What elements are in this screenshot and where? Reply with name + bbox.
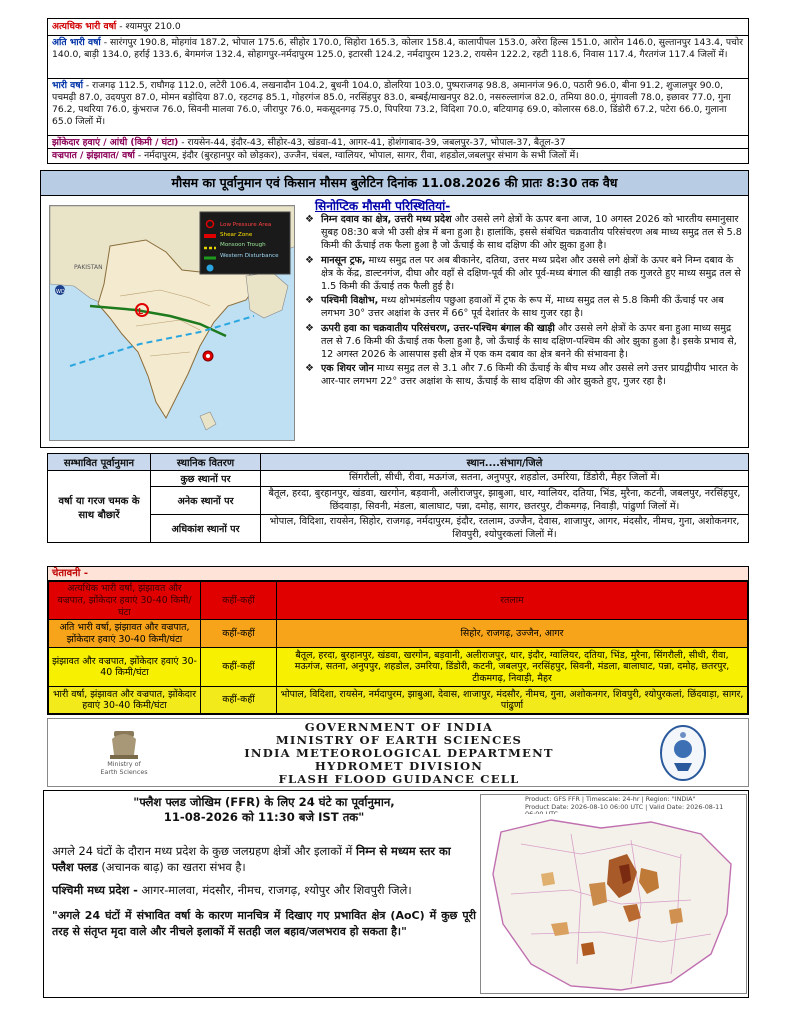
flash-flood-districts: आगर-मालवा, मंदसौर, नीमच, राजगढ़, श्योपुर और शिवपुरी जिले। [137, 883, 412, 897]
synoptic-point-lead: मानसून ट्रफ, [321, 254, 366, 266]
forecast-header: सम्भावित पूर्वानुमान [48, 454, 151, 471]
bulletin-title: मौसम का पूर्वानुमान एवं किसान मौसम बुलेटिन दिनांक 11.08.2026 की प्रातः 8:30 तक वैध [41, 171, 748, 196]
imd-header [47, 718, 749, 787]
synoptic-heading: सिनोप्टिक मौसमी परिस्थितियां- [315, 199, 451, 213]
imd-emblem-icon [658, 723, 708, 783]
warning-distribution: कहीं-कहीं [201, 620, 277, 648]
flash-flood-risk-level: निम्न से मध्यम स्तर का फ्लैश फ्लड [52, 844, 451, 874]
forecast-header: स्थानिक वितरण [151, 454, 261, 471]
warning-places: भोपाल, विदिशा, रायसेन, नर्मदापुरम, झाबुआ, देवास, शाजापुर, मंदसौर, नीमच, गुना, अशोकनगर, शिवपुरी, श्योपुरकलां, छिंदवाड़ा, सागर, पांढुर्णा [277, 687, 748, 714]
flash-flood-map-graphic [481, 814, 747, 994]
forecast-distribution: अधिकांश स्थानों पर [151, 515, 261, 543]
flash-flood-region: पश्चिमी मध्य प्रदेश - [52, 883, 138, 897]
rain-heavy-text: - राजगढ़ 112.5, राघौगढ़ 112.0, लटेरी 106.4, लखनादौन 104.2, बुधनी 104.0, डोलरिया 103.0, पुष्पराजगढ़ 98.8, अमानगंज 96.0, पठारी 96.0, बीना 91.2, शुजालपुर 90.0, पचमढ़ी 87.0, उदयपुरा 87.0, मोमन बड़ोदिया 87.0, रहटगढ़ 85.1, गोहरगंज 85.0, नरसिंहपुर 83.0, बम्बई/माखनपुर 82.0, नसरुल्लागंज 82.0, तमिया 80.0, मुंगावली 78.0, इछावर 77.0, गुना 76.2, पथरिया 76.0, कुंभराज 76.0, सिवनी मालवा 76.0, जीरापुर 76.0, मकसूदनगढ़ 75.0, पिपरिया 73.2, विदिशा 70.0, बटियागढ़ 69.0, कोलारस 68.0, डिंडोरी 67.2, पटेरा 66.0, गुलाना 65.0 जिलों में। [52, 80, 731, 127]
map-meta-line: Product: GFS FFR | Timescale: 24-hr | Region: "INDIA" [525, 795, 696, 803]
warning-type: झंझावत और वज्रपात, झोंकेदार हवाएं 30-40 किमी/घंटा [49, 648, 201, 687]
forecast-row [48, 487, 749, 515]
synoptic-point [299, 322, 745, 362]
forecast-row [48, 515, 749, 543]
warning-row-red [49, 582, 748, 620]
flash-flood-title [52, 795, 476, 825]
rain-heavy-label: भारी वर्षा [52, 80, 83, 91]
gusty-wind-row [48, 136, 748, 149]
svg-text:L: L [138, 307, 144, 316]
rain-extreme-text: - श्यामपुर 210.0 [119, 21, 181, 32]
warning-places: बैतूल, हरदा, बुरहानपुर, खंडवा, खरगोन, बड़वानी, अलीराजपुर, धार, इंदौर, ग्वालियर, दतिया, भिंड, मुरैना, सिंगरौली, सीधी, रीवा, मऊगंज, सतना, अनुपपुर, शहडोल, उमरिया, डिंडोरी, कटनी, जबलपुर, नरसिंहपुर, सिवनी, मंडला, बालाघाट, पन्ना, दमोह, छतरपुर, टीकमगढ़, निवाड़ी, मैहर [277, 648, 748, 687]
moes-logo-text [94, 761, 154, 776]
synoptic-point [299, 362, 745, 388]
warning-row-yellow [49, 687, 748, 714]
warning-type: अत्यधिक भारी वर्षा, झंझावत और वज्रपात, झोंकेदार हवाएं 30-40 किमी/घंटा [49, 582, 201, 620]
warning-type: भारी वर्षा, झंझावत और वज्रपात, झोंकेदार हवाएं 30-40 किमी/घंटा [49, 687, 201, 714]
warning-type: अति भारी वर्षा, झंझावत और वज्रपात, झोंकेदार हवाएं 30-40 किमी/घंटा [49, 620, 201, 648]
synoptic-point [299, 254, 745, 294]
thunder-text: - नर्मदापुरम, इंदौर (बुरहानपुर को छोड़कर), उज्जैन, चंबल, ग्वालियर, भोपाल, सागर, रीवा, शहडोल,जबलपुर संभाग के सभी जिलों में। [137, 150, 579, 161]
warning-distribution: कहीं-कहीं [201, 687, 277, 714]
flash-flood-title-line: 11-08-2026 को 11:30 बजे IST तक" [163, 810, 365, 824]
flash-flood-text [52, 795, 476, 939]
flash-flood-para-1 [52, 843, 476, 875]
warning-places: सिहोर, राजगढ़, उज्जैन, आगर [277, 620, 748, 648]
flash-flood-title-line: "फ्लैश फ्लड जोखिम (FFR) के लिए 24 घंटे का पूर्वानुमान, [133, 795, 395, 809]
flash-flood-section [43, 790, 749, 998]
imd-line: HYDROMET DIVISION [314, 759, 484, 773]
moes-logo-line: Ministry of [107, 760, 141, 768]
synoptic-map-legend [220, 220, 279, 261]
forecast-table [47, 453, 749, 543]
warning-table [48, 581, 748, 714]
flash-flood-text-part: (अचानक बाढ़) का खतरा संभव है। [97, 860, 246, 874]
forecast-places: सिंगरौली, सीधी, रीवा, मऊगंज, सतना, अनुपपुर, शहडोल, उमरिया, डिंडोरी, मैहर जिलों में। [261, 471, 749, 487]
forecast-places: भोपाल, विदिशा, रायसेन, सिहोर, राजगढ़, नर्मदापुरम, इंदौर, रतलाम, उज्जैन, देवास, शाजापुर, आगर, मंदसौर, नीमच, गुना, अशोकनगर, शिवपुरी, श्योपुरकलां जिलों में। [261, 515, 749, 543]
legend-item: Western Disturbance [220, 252, 279, 259]
warning-row-yellow [49, 648, 748, 687]
gusty-wind-text: - रायसेन-44, इंदौर-43, सीहोर-43, खंडवा-41, आगर-41, होशंगाबाद-39, जबलपुर-37, भोपाल-37, बैतूल-37 [181, 137, 566, 148]
gusty-wind-label: झोंकेदार हवाएं / आंधी (किमी / घंटा) [52, 137, 179, 148]
imd-line: INDIA METEOROLOGICAL DEPARTMENT [244, 746, 554, 760]
rain-very-heavy-row [48, 36, 748, 79]
moes-logo [84, 725, 164, 783]
diamond-bullet-icon: ❖ [305, 295, 314, 307]
svg-text:WD: WD [56, 289, 65, 295]
warning-places: रतलाम [277, 582, 748, 620]
flash-flood-para-2 [52, 882, 476, 898]
forecast-header-row [48, 454, 749, 471]
legend-item: Shear Zone [220, 232, 253, 239]
synoptic-panel [299, 197, 745, 445]
synoptic-point-lead: निम्न दवाव का क्षेत्र, उत्तरी मध्य प्रदेश [321, 214, 452, 225]
diamond-bullet-icon: ❖ [305, 214, 314, 225]
rain-extreme-row [48, 19, 748, 36]
forecast-distribution: कुछ स्थानों पर [151, 471, 261, 487]
rain-very-heavy-label: अति भारी वर्षा [52, 37, 101, 48]
synoptic-point-lead: पश्चिमी विक्षोभ, [321, 295, 379, 307]
synoptic-point-text: मध्य क्षोभमंडलीय पछुआ हवाओं में ट्रफ के रूप में, माध्य समुद्र तल से 5.8 किमी की ऊँचाई पर अब लगभग 30° उत्तर अक्षांश के उत्तर में 66° पूर्व देशांतर के साथ गुजर रहा है। [321, 295, 724, 320]
thunder-label: वज्रपात / झंझावात/ वर्षा [52, 150, 135, 161]
forecast-header: स्थान....संभाग/जिले [261, 454, 749, 471]
flash-flood-map-meta [481, 795, 746, 814]
rain-extreme-label: अत्यधिक भारी वर्षा [52, 21, 117, 32]
synoptic-point-text: और उससे लगे क्षेत्रों के ऊपर बना हुआ माध्य समुद्र तल से 7.6 किमी की ऊँचाई तक फैला हुआ है, जो ऊँचाई के साथ दक्षिण-पश्चिम की ओर झुका हुआ है। इसके प्रभाव से, 12 अगस्त 2026 के आसपास इसी क्षेत्र में एक कम दबाव का क्षेत्र बनने की संभावना है। [321, 322, 737, 361]
diamond-bullet-icon: ❖ [305, 322, 314, 334]
flash-flood-map [480, 794, 747, 994]
moes-logo-line: Earth Sciences [100, 767, 148, 776]
rainfall-summary-box [47, 18, 749, 164]
synoptic-map [49, 205, 295, 441]
forecast-distribution: अनेक स्थानों पर [151, 487, 261, 515]
synoptic-list [299, 213, 745, 389]
warning-distribution: कहीं-कहीं [201, 648, 277, 687]
synoptic-point-text: माध्य समुद्र तल से 3.1 और 7.6 किमी की ऊँचाई के बीच मध्य और उससे लगे उत्तर प्रायद्वीपीय भारत के आर-पार लगभग 22° उत्तर अक्षांश के साथ, ऊँचाई के साथ दक्षिण की ओर झुकते हुए, गुजर रहा है। [321, 363, 738, 388]
map-country-label: PAKISTAN [74, 264, 103, 271]
forecast-places: बैतूल, हरदा, बुरहानपुर, खंडवा, खरगोन, बड़वानी, अलीराजपुर, झाबुआ, धार, ग्वालियर, दतिया, भिंड, मुरैना, कटनी, जबलपुर, नरसिंहपुर, छिंदवाड़ा, सिवनी, मंडला, बालाघाट, पन्ना, दमोह, सागर, छतरपुर, टीकमगढ़, निवाड़ी, पांढुर्णा जिलों में। [261, 487, 749, 515]
synoptic-point-text: और उससे लगे क्षेत्रों के ऊपर बना आज, 10 अगस्त 2026 को भारतीय समानुसार सुबह 08:30 बजे भी उसी क्षेत्र में बना हुआ है। हालांकि, इससे संबंधित चक्रवातीय परिसंचरण अब माध्य समुद्र तल से 5.8 किमी की ऊँचाई तक फैला हुआ है जो ऊँचाई के साथ दक्षिण की ओर झुका हुआ है। [321, 214, 742, 252]
warning-heading: चेतावनी - [48, 567, 748, 581]
bulletin-section [40, 170, 749, 448]
synoptic-point-lead: ऊपरी हवा का चक्रवातीय परिसंचरण, उत्तर-पश्चिम बंगाल की खाड़ी [321, 322, 555, 334]
legend-item: Low Pressure Area [220, 222, 272, 228]
synoptic-point [299, 294, 745, 320]
forecast-category: वर्षा या गरज चमक के साथ बौछारें [48, 471, 151, 543]
imd-line: FLASH FLOOD GUIDANCE CELL [278, 772, 520, 786]
synoptic-point [299, 213, 745, 253]
warning-row-orange [49, 620, 748, 648]
rain-heavy-row [48, 79, 748, 136]
imd-title-lines [208, 721, 590, 786]
forecast-row [48, 471, 749, 487]
diamond-bullet-icon: ❖ [305, 254, 314, 266]
imd-line: MINISTRY OF EARTH SCIENCES [275, 733, 523, 747]
rain-very-heavy-text: - सारंगपुर 190.8, मोहगांव 187.2, भोपाल 175.6, सीहोर 170.0, सिहोरा 165.3, कोलार 158.4, कालापीपल 153.0, अरेरा हिल्स 151.0, आरोन 146.0, सुल्तानपुर 143.4, पचोर 140.0, बाड़ी 134.0, हर्राई 133.6, बेगमगंज 132.4, सोहागपुर-नर्मदापुरम 125.0, इटारसी 124.2, नर्मदापुरम 123.2, रायसेन 122.2, रहटी 118.6, निवास 117.4, गैरतगंज 117.4 जिलों में। [52, 37, 744, 60]
diamond-bullet-icon: ❖ [305, 363, 314, 375]
flash-flood-text-part: अगले 24 घंटों के दौरान मध्य प्रदेश के कुछ जलग्रहण क्षेत्रों और इलाकों में [52, 844, 356, 858]
warning-section [47, 566, 749, 715]
flash-flood-para-3: "अगले 24 घंटों में संभावित वर्षा के कारण मानचित्र में दिखाए गए प्रभावित क्षेत्र (AoC) में कुछ पूरी तरह से संतृप्त मृदा वाले और नीचले इलाकों में सतही जल बहाव/जलभराव हो सकता है।" [52, 909, 476, 938]
synoptic-point-text: माध्य समुद्र तल पर अब बीकानेर, दतिया, उत्तर मध्य प्रदेश और उससे लगे क्षेत्रों के ऊपर बने निम्न दबाव के क्षेत्र के केंद्र, डाल्टनगंज, दीघा और वहाँ से दक्षिण-पूर्व की ओर पूर्व-मध्य बंगाल की खाड़ी तक गुजरते हुए माध्य समुद्र तल से 1.5 किमी की ऊँचाई तक फैली हुई है। [321, 254, 741, 293]
imd-line: GOVERNMENT OF INDIA [304, 720, 494, 734]
synoptic-point-lead: एक शियर जोन [321, 363, 374, 375]
legend-item: Monsoon Trough [220, 242, 266, 249]
warning-distribution: कहीं-कहीं [201, 582, 277, 620]
thunder-row [48, 149, 748, 162]
imd-logo [658, 723, 708, 783]
map-meta-line: Product Date: 2026-08-10 06:00 UTC | Valid Date: 2026-08-11 [525, 802, 724, 811]
